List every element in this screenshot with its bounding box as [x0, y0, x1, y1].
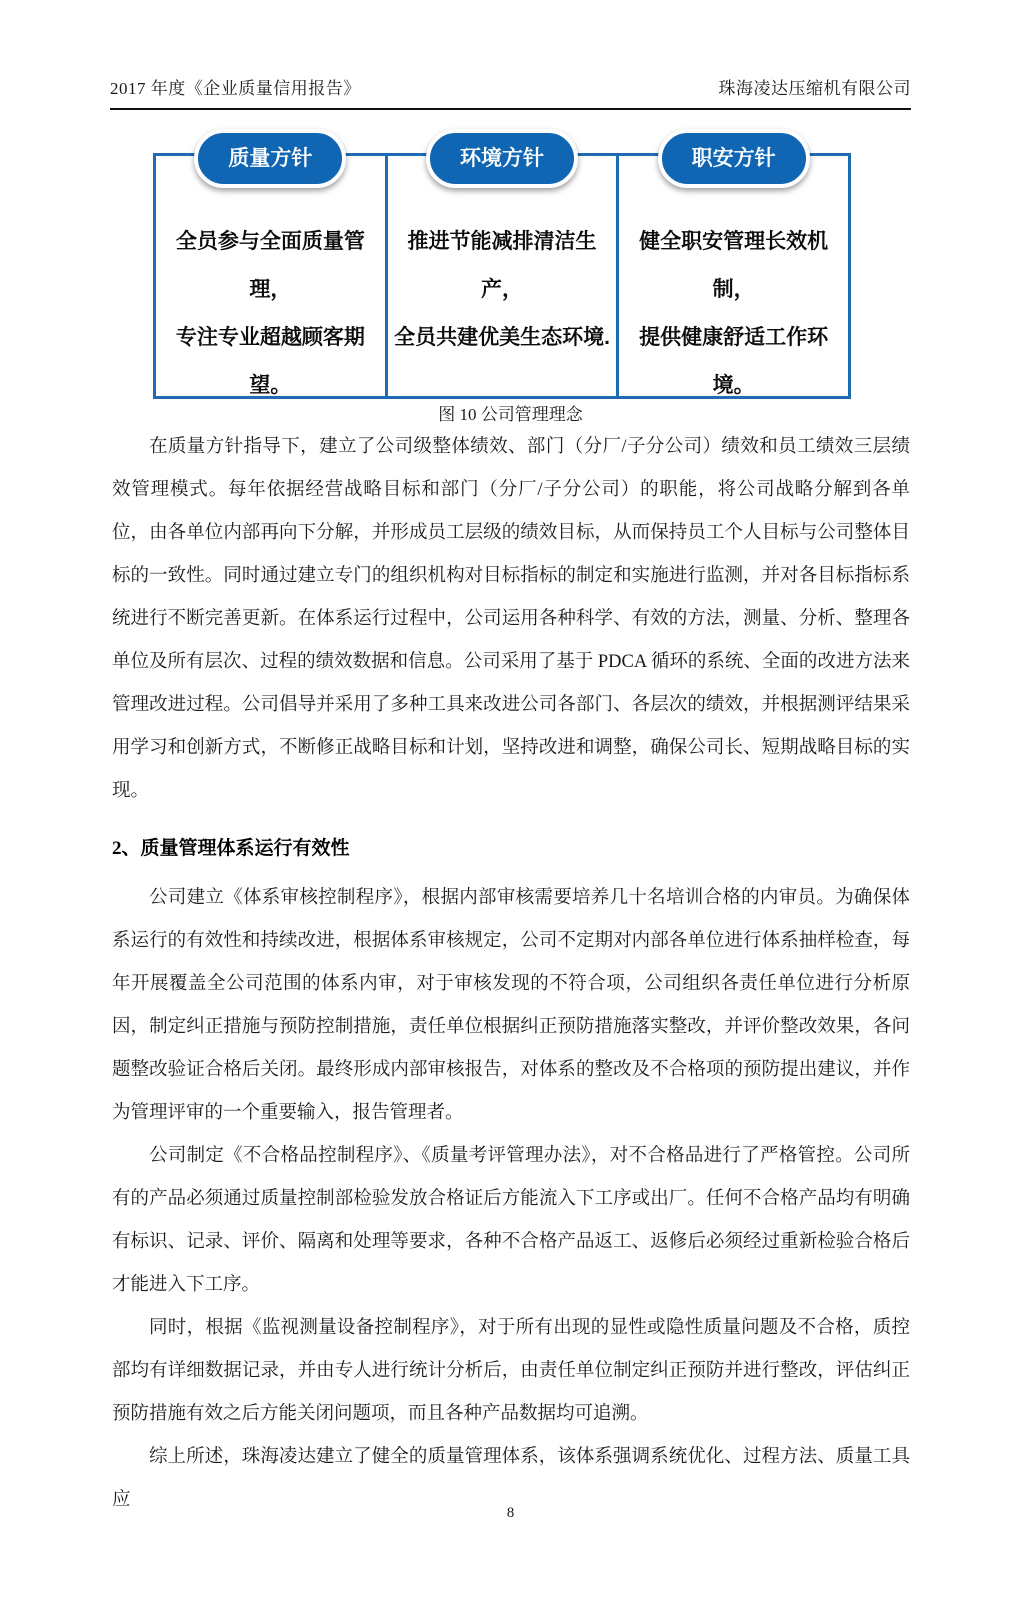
safety-policy-column	[616, 147, 848, 397]
environment-policy-column	[385, 147, 617, 396]
safety-policy-line2: 提供健康舒适工作环境。	[639, 326, 829, 397]
environment-policy-pill: 环境方针	[426, 129, 578, 188]
paragraph-internal-audit: 公司建立《体系审核控制程序》，根据内部审核需要培养几十名培训合格的内审员。为确保体系运行的有效性和持续改进，根据体系审核规定，公司不定期对内部各单位进行体系抽样检查，每年开展覆盖全公司范围的体系内审，对于审核发现的不符合项，公司组织各责任单位进行分析原因，制定纠正措施与预防控制措施，责任单位根据纠正预防措施落实整改，并评价整改效果，各问题整改验证合格后关闭。最终形成内部审核报告，对体系的整改及不合格项的预防提出建议，并作为管理评审的一个重要输入，报告管理者。	[112, 888, 910, 1123]
quality-policy-pill: 质量方针	[194, 129, 346, 188]
environment-policy-line1: 推进节能减排清洁生产，	[407, 230, 597, 301]
safety-policy-line1: 健全职安管理长效机制，	[639, 230, 829, 301]
header-divider	[110, 108, 911, 110]
section-heading-qms-effectiveness: 2、质量管理体系运行有效性	[112, 838, 350, 859]
document-body	[112, 426, 910, 1522]
environment-policy-line2: 全员共建优美生态环境.	[394, 326, 610, 349]
paragraph-nonconforming-control: 公司制定《不合格品控制程序》、《质量考评管理办法》，对不合格品进行了严格管控。公司所有的产品必须通过质量控制部检验发放合格证后方能流入下工序或出厂。任何不合格产品均有明确有标识、记录、评价、隔离和处理等要求，各种不合格产品返工、返修后必须经过重新检验合格后才能进入下工序。	[112, 1146, 910, 1295]
figure-caption: 图 10 公司管理理念	[438, 405, 583, 424]
quality-policy-line2: 专注专业超越顾客期望。	[175, 326, 365, 397]
management-policy-figure	[153, 147, 851, 399]
safety-policy-pill: 职安方针	[658, 129, 810, 188]
header-report-title: 2017 年度《企业质量信用报告》	[110, 79, 361, 98]
header-company-name: 珠海凌达压缩机有限公司	[718, 79, 911, 98]
environment-policy-text	[389, 218, 616, 362]
paragraph-summary: 综上所述，珠海凌达建立了健全的质量管理体系，该体系强调系统优化、过程方法、质量工具应	[112, 1447, 910, 1510]
quality-policy-column	[156, 147, 385, 397]
quality-policy-text	[157, 218, 384, 410]
page-number: 8	[506, 1505, 515, 1521]
paragraph-measurement-control: 同时，根据《监视测量设备控制程序》，对于所有出现的显性或隐性质量问题及不合格，质控部均有详细数据记录，并由专人进行统计分析后，由责任单位制定纠正预防并进行整改，评估纠正预防措施有效之后方能关闭问题项，而且各种产品数据均可追溯。	[112, 1318, 910, 1424]
quality-policy-line1: 全员参与全面质量管理，	[175, 230, 365, 301]
page-header	[110, 74, 911, 99]
paragraph-performance-management: 在质量方针指导下，建立了公司级整体绩效、部门（分厂/子分公司）绩效和员工绩效三层绩效管理模式。每年依据经营战略目标和部门（分厂/子分公司）的职能，将公司战略分解到各单位，由各单位内部再向下分解，并形成员工层级的绩效目标，从而保持员工个人目标与公司整体目标的一致性。同时通过建立专门的组织机构对目标指标的制定和实施进行监测，并对各目标指标系统进行不断完善更新。在体系运行过程中，公司运用各种科学、有效的方法，测量、分析、整理各单位及所有层次、过程的绩效数据和信息。公司采用了基于 PDCA 循环的系统、全面的改进方法来管理改进过程。公司倡导并采用了多种工具来改进公司各部门、各层次的绩效，并根据测评结果采用学习和创新方式，不断修正战略目标和计划，坚持改进和调整，确保公司长、短期战略目标的实现。	[112, 437, 910, 801]
safety-policy-text	[620, 218, 847, 410]
